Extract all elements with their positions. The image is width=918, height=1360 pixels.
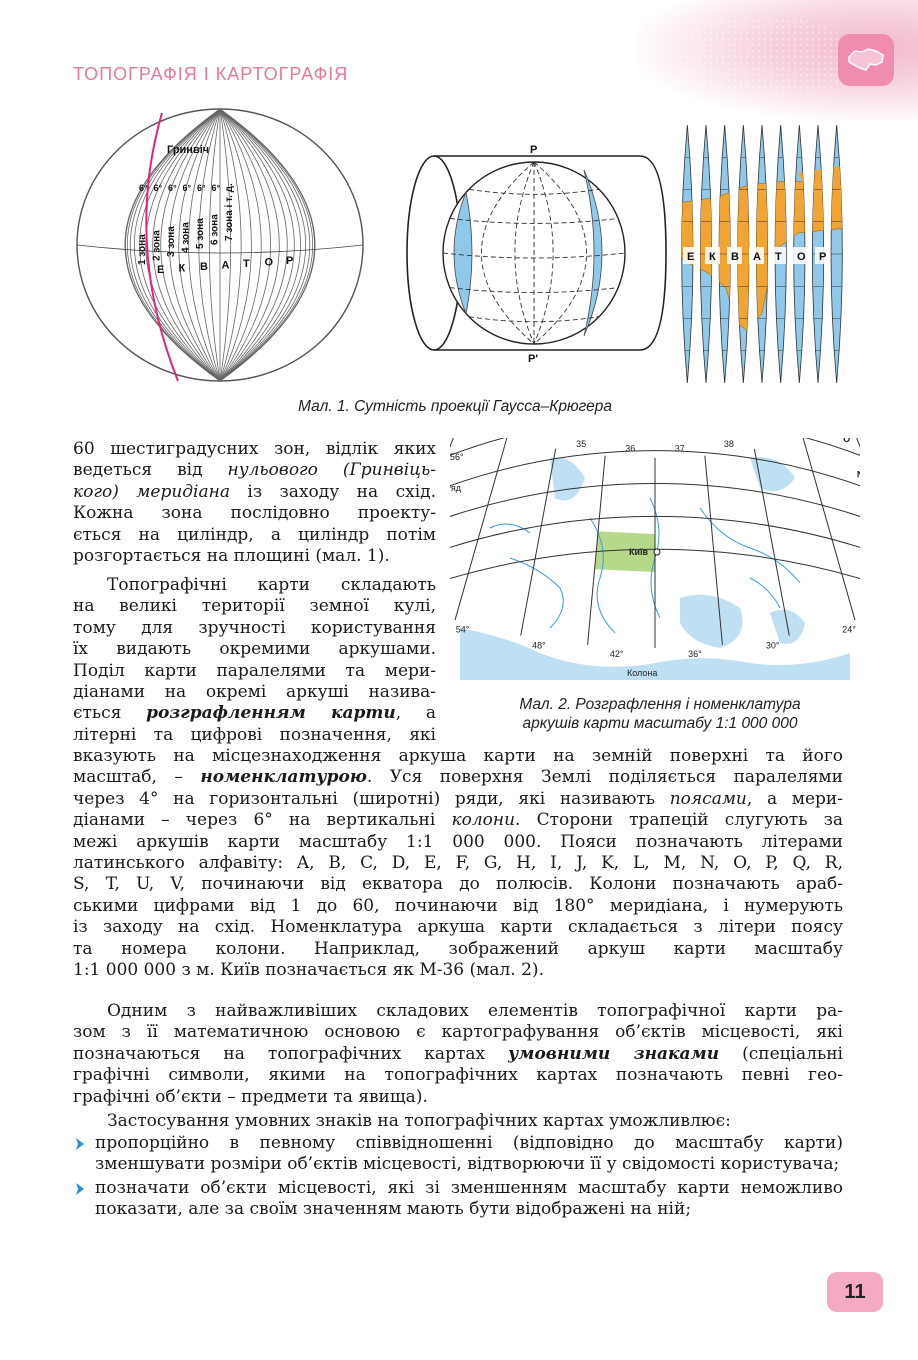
page-banner	[638, 0, 918, 120]
p2-line: тому для зручності користування	[73, 617, 436, 638]
pole-top-label: P	[530, 144, 538, 156]
p3-line: графічні об’єкти – предмети та явища).	[73, 1086, 428, 1107]
figure1-globe	[72, 105, 368, 385]
bullet-list	[73, 1133, 843, 1223]
river-line	[750, 578, 780, 608]
p1-line: Кожна зона послідовно проекту-	[73, 503, 436, 524]
column-number-label: 36	[625, 443, 636, 454]
meridian-line	[455, 438, 507, 620]
strip-equator-letter: Т	[775, 251, 782, 263]
zone-label: 5 зона	[195, 218, 206, 249]
zone-label: 3 зона	[166, 226, 177, 257]
column-number-label: 35	[576, 438, 587, 449]
latitude-label: 56°	[450, 451, 464, 462]
p2w-line: через 4° на горизонтальні (широтні) ряди, які називають поясами, а мери-	[73, 788, 843, 809]
column-number-label: 37	[674, 443, 685, 454]
p1-line: ведеться від нульового (Гринвіць-	[73, 460, 436, 481]
arrow-bullet-icon	[73, 1182, 87, 1196]
column-number-label	[772, 438, 782, 440]
degree-label: 6°	[182, 183, 192, 193]
zone-label: 4 зона	[180, 222, 192, 253]
degree-label: 6°	[211, 183, 221, 193]
zone-label: 7 зона і т. д.	[224, 183, 235, 241]
p2w-line: із заходу на схід. Номенклатура аркуша карти складається з літери поясу	[73, 917, 843, 938]
strip-equator-letter: В	[731, 251, 739, 263]
strip-equator-letter: О	[797, 251, 806, 263]
p4-line: Застосування умовних знаків на топографічних картах уможливлює:	[107, 1111, 731, 1131]
sea-area	[550, 457, 585, 500]
paragraph-2-wide	[73, 746, 843, 981]
longitude-label: 48°	[532, 640, 546, 651]
p1-line: розгортається на площині (мал. 1).	[73, 546, 390, 567]
arrow-bullet-icon	[73, 1137, 87, 1151]
figure2-caption-line1: Мал. 2. Розграфлення і номенклатура	[519, 696, 801, 713]
p2-line: на великі території земної кулі,	[73, 596, 436, 617]
equator-letter: О	[264, 256, 274, 269]
section-title: ТОПОГРАФІЯ І КАРТОГРАФІЯ	[73, 64, 349, 84]
figure1-caption: Мал. 1. Сутність проекції Гаусса–Крюгера	[298, 398, 612, 415]
strip-equator-letter: Е	[687, 251, 695, 263]
degree-label: 6°	[168, 183, 177, 193]
degree-label: 6°	[139, 183, 148, 193]
longitude-label: 24°	[842, 624, 856, 635]
list-item	[73, 1133, 843, 1176]
equator-letter: Е	[157, 264, 165, 276]
list-item-text: позначати об’єкти місцевості, які зі зменшенням масштабу карти неможливо показати, але за своїм значенням мають бути відображені на ній;	[95, 1177, 843, 1220]
column-word-label: Колона	[627, 668, 658, 678]
pole-bottom-label: P′	[528, 353, 538, 364]
p2-line: літерні та цифрові позначення, які	[73, 724, 436, 745]
page-number: 11	[827, 1272, 883, 1312]
world-map-dots	[678, 18, 848, 98]
paragraph-1	[73, 439, 436, 567]
longitude-label: 30°	[765, 640, 780, 651]
longitude-label: 54°	[455, 624, 470, 635]
sea-area	[680, 595, 743, 648]
equator-letter: Р	[286, 255, 294, 267]
p1-line: ється на циліндр, а циліндр потім	[73, 524, 436, 545]
equator-letter: А	[221, 259, 230, 272]
p2-line: їх видають окремими аркушами.	[73, 639, 436, 660]
p2w-line: ськими цифрами від 1 до 60, починаючи від 180° меридіана, і нумерують	[73, 895, 843, 916]
equator-letter: Т	[243, 258, 250, 270]
strip-equator-letter: Р	[819, 251, 827, 263]
meridian-line	[521, 449, 556, 636]
figure2-caption	[465, 695, 855, 733]
p3-line: зом з її математичною основою є картографування об’єктів місцевості, які	[73, 1022, 843, 1043]
degree-label: 6°	[197, 183, 206, 193]
figure1-strips	[678, 123, 846, 385]
zone-label: 1 зона	[137, 234, 148, 265]
p2w-line: латинського алфавіту: A, B, C, D, E, F, G, H, I, J, K, L, M, N, O, P, Q, R,	[73, 853, 843, 874]
column-number-label: 38	[723, 438, 734, 449]
equator-letter: В	[200, 261, 208, 273]
p3-line: позначаються на топографічних картах умовними знаками (спеціальні	[73, 1043, 843, 1064]
p2w-line: діанами – через 6° на вертикальні колони. Сторони трапецій слугують за	[73, 810, 843, 831]
p2w-line: та номера колони. Наприклад, зображений аркуш карти масштабу	[73, 938, 843, 959]
strip-equator-letter: А	[753, 251, 761, 263]
parallel-line	[450, 438, 860, 457]
longitude-label: 36°	[688, 648, 702, 659]
list-item	[73, 1178, 843, 1221]
paragraph-4	[107, 1111, 843, 1132]
p1-line: кого) меридіана із заходу на схід.	[73, 481, 436, 502]
p2w-line: масштаб, – номенклатурою. Уся поверхня Землі поділяється паралелями	[73, 767, 843, 788]
greenwich-label: Гринвіч	[167, 144, 210, 156]
paragraph-3	[73, 1001, 843, 1108]
figure1-cylinder	[404, 142, 668, 364]
paragraph-2-narrow	[73, 575, 436, 746]
meridian-line	[850, 438, 860, 599]
row-word-label: яд	[450, 482, 461, 493]
list-item-text: пропорційно в певному співвідношенні (відповідно до масштабу карти) зменшувати розміри об’єктів місцевості, відтворюючи її у свідомості користувача;	[95, 1133, 843, 1175]
p2-line: Поділ карти паралелями та мери-	[73, 660, 436, 681]
p2w-line: вказують на місцезнаходження аркуша карти на земній поверхні та його	[73, 746, 843, 766]
equator-letter: К	[178, 262, 186, 275]
zone-label: 2 зона	[151, 230, 163, 261]
p2-line: діанами на окремі аркуші назива-	[73, 682, 436, 703]
p1-line: 60 шестиградусних зон, відлік яких	[73, 439, 436, 459]
p2-line: Топографічні карти складають	[107, 575, 436, 595]
ukraine-map-icon	[838, 34, 894, 86]
degree-label: 6°	[153, 183, 163, 193]
meridian-line	[450, 438, 460, 599]
row-letter-label: O	[843, 438, 851, 445]
p3-line: Одним з найважливіших складових елементів топографічної карти ра-	[107, 1001, 843, 1021]
column-number-label	[528, 438, 538, 440]
strip-equator-letter: К	[709, 251, 716, 263]
meridian-line	[803, 438, 855, 620]
p2w-line: 1:1 000 000 з м. Київ позначається як M-36 (мал. 2).	[73, 960, 544, 981]
figure2-map	[450, 438, 860, 680]
row-letter-label	[857, 470, 860, 480]
p2w-line: S, T, U, V, починаючи від екватора до полюсів. Колони позначають араб-	[73, 874, 843, 895]
p2w-line: межі аркушів карти масштабу 1:1 000 000. Пояси позначають літерами	[73, 831, 843, 852]
zone-label: 6 зона	[209, 214, 221, 245]
longitude-label: 42°	[609, 648, 624, 659]
city-marker-icon	[654, 549, 660, 555]
figure2-caption-line2: аркушів карти масштабу 1:1 000 000	[522, 715, 798, 732]
p3-line: графічні символи, якими на топографічних картах позначають певні гео-	[73, 1065, 843, 1086]
river-line	[510, 558, 563, 628]
kyiv-label: Київ	[629, 547, 649, 557]
p2-line: ється розграфленням карти, а	[73, 703, 436, 724]
